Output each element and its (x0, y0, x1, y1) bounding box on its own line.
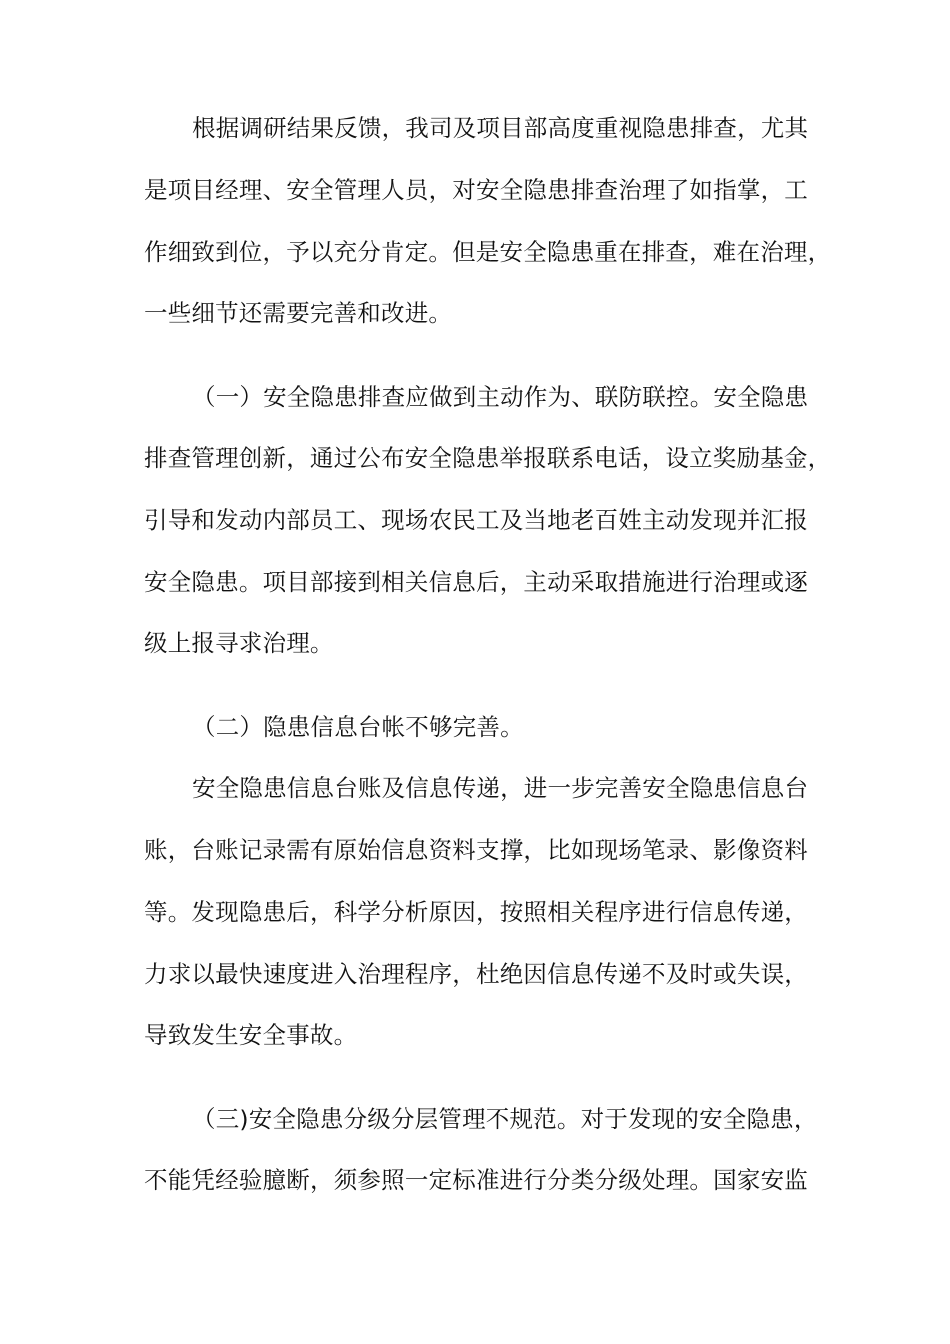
section-2-line-1: 安全隐患信息台账及信息传递，进一步完善安全隐患信息台 (192, 774, 809, 802)
section-1-heading-line: （一）安全隐患排查应做到主动作为、联防联控。安全隐患 (192, 383, 809, 411)
section-2-line-2: 账，台账记录需有原始信息资料支撑，比如现场笔录、影像资料 (144, 836, 808, 864)
section-3-heading-line: （三)安全隐患分级分层管理不规范。对于发现的安全隐患， (192, 1105, 818, 1133)
paragraph-1-line-3: 作细致到位，予以充分肯定。但是安全隐患重在排查，难在治理， (144, 238, 832, 266)
paragraph-1-line-1: 根据调研结果反馈，我司及项目部高度重视隐患排查，尤其 (192, 114, 809, 142)
section-3-line-2: 不能凭经验臆断，须参照一定标准进行分类分级处理。国家安监 (144, 1166, 808, 1194)
section-2-line-4: 力求以最快速度进入治理程序，杜绝因信息传递不及时或失误， (144, 960, 808, 988)
section-1-line-3: 引导和发动内部员工、现场农民工及当地老百姓主动发现并汇报 (144, 506, 808, 534)
section-2-line-5: 导致发生安全事故。 (144, 1021, 358, 1049)
section-1-line-2: 排查管理创新，通过公布安全隐患举报联系电话，设立奖励基金， (144, 444, 832, 472)
paragraph-1-line-4: 一些细节还需要完善和改进。 (144, 299, 453, 327)
section-2-line-3: 等。发现隐患后，科学分析原因，按照相关程序进行信息传递， (144, 898, 808, 926)
paragraph-1-line-2: 是项目经理、安全管理人员，对安全隐患排查治理了如指掌，工 (144, 176, 808, 204)
section-2-heading: （二）隐患信息台帐不够完善。 (192, 713, 524, 741)
section-1-line-5: 级上报寻求治理。 (144, 629, 334, 657)
section-1-line-4: 安全隐患。项目部接到相关信息后，主动采取措施进行治理或逐 (144, 568, 808, 596)
